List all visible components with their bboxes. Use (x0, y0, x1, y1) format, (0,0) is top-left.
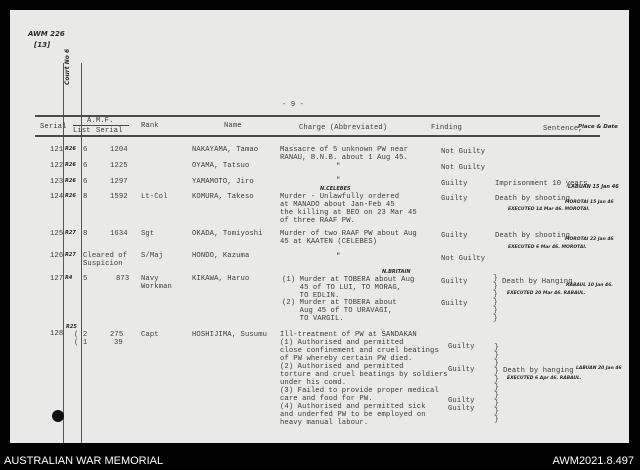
row-court: R26 (65, 162, 76, 168)
row-serial: 127 (50, 275, 64, 283)
row-charge: (4) Authorised and permitted sick (280, 403, 426, 411)
row-amf-serial: 1297 (110, 178, 128, 186)
row-sentence-hand: RABAUL 10 Jan 46. (566, 283, 614, 288)
row-name: OKADA, Tomiyoshi (192, 230, 263, 238)
row-amf-serial: 39 (114, 339, 123, 347)
row-sentence-hand: EXECUTED 14 Mar 46. MOROTAI. (508, 207, 590, 212)
row-charge: " (336, 177, 341, 185)
row-serial: 124 (50, 193, 64, 201)
row-charge: " (336, 163, 341, 171)
header-sentence: Sentence, (543, 125, 583, 133)
archive-ref-sub: [13] (34, 41, 51, 49)
row-finding: Guilty (441, 195, 468, 203)
row-charge: Murder - Unlawfully ordered (280, 193, 400, 201)
row-finding: Guilty (448, 397, 475, 405)
row-rank: Lt-Col (141, 193, 168, 201)
row-charge: " (336, 253, 341, 261)
row-charge: 45 at KAATEN (CELEBES) (280, 238, 378, 246)
row-charge: under his comd. (280, 379, 347, 387)
row-serial: 128 (50, 330, 64, 338)
row-serial: 122 (50, 162, 64, 170)
row-list: 8 (83, 230, 88, 238)
row-charge: Aug 45 of TO URAVAGI, (282, 307, 393, 315)
row-sentence-hand: EXECUTED 6 Mar 46. MOROTAI. (508, 245, 587, 250)
row-amf-serial: 873 (116, 275, 130, 283)
row-finding: Not Guilty (441, 148, 486, 156)
header-finding: Finding (431, 124, 462, 132)
row-charge: at MANADO about Jan-Feb 45 (280, 201, 395, 209)
margin-line-right (81, 63, 82, 443)
row-amf-serial: 1225 (110, 162, 128, 170)
header-rule-top (35, 115, 600, 117)
row-amf-serial: 275 (110, 331, 124, 339)
header-amf: A.M.F. (87, 117, 114, 125)
row-court: R27 (65, 252, 76, 258)
row-charge: care and food for PW. (280, 395, 373, 403)
row-sentence-hand: MOROTAI 15 Jan 46 (565, 200, 614, 205)
row-charge: Murder of two RAAF PW about Aug (280, 230, 417, 238)
row-name: YAMAMOTO, Jiro (192, 178, 254, 186)
row-serial: 123 (50, 178, 64, 186)
row-charge: of PW whereby certain PW died. (280, 355, 413, 363)
row-finding: Guilty (441, 300, 468, 308)
row-list: 5 (83, 275, 88, 283)
row-charge: close confinement and cruel beatings (280, 347, 439, 355)
row-charge: (3) Failed to provide proper medical (280, 387, 439, 395)
row-rank: S/Maj (141, 252, 164, 260)
footer-accession: AWM2021.8.497 (552, 455, 634, 467)
header-name: Name (224, 122, 242, 130)
row-finding: Guilty (441, 232, 468, 240)
row-finding: Not Guilty (441, 255, 486, 263)
row-name: HOSHIJIMA, Susumu (192, 331, 268, 339)
row-charge: (2) Authorised and permitted (280, 363, 404, 371)
row-list: Cleared of (83, 252, 128, 260)
row-court: R26 (65, 146, 76, 152)
header-sentence-hand: Place & Date (578, 124, 618, 130)
row-court: R25 (66, 324, 77, 330)
row-amf-serial: 1204 (110, 146, 128, 154)
row-charge: TO EDLIN. (282, 292, 340, 300)
row-name: OYAMA, Tatsuo (192, 162, 250, 170)
row-charge: RANAU, B.N.B. about 1 Aug 45. (280, 154, 408, 162)
row-charge-hand: N.BRITAIN (382, 269, 411, 275)
row-serial: 125 (50, 230, 64, 238)
row-charge: (1) Authorised and permitted (280, 339, 404, 347)
row-charge: Massacre of 5 unknown PW near (280, 146, 408, 154)
row-sentence-hand: LABUAN 15 Jan 46 (568, 184, 619, 190)
row-finding: Not Guilty (441, 164, 486, 172)
archive-ref: AWM 226 (28, 30, 65, 38)
footer-credit: AUSTRALIAN WAR MEMORIAL (4, 455, 164, 467)
header-rank: Rank (141, 122, 159, 130)
row-list: 6 (83, 178, 88, 186)
row-finding: Guilty (441, 180, 468, 188)
row-court: R27 (65, 230, 76, 236)
court-annotation: Court No 6 (64, 48, 71, 85)
row-sentence-hand: LABUAN 20 Jan 46 (576, 366, 622, 371)
row-list: 8 (83, 193, 88, 201)
row-name: KIKAWA, Haruo (192, 275, 250, 283)
row-charge: heavy manual labour. (280, 419, 369, 427)
row-court: R26 (65, 193, 76, 199)
row-charge: (2) Murder at TOBERA about (282, 299, 397, 307)
row-sentence-hand: MOROTAI 22 Jan 46 (565, 237, 614, 242)
row-charge: (1) Murder at TOBERA about Aug (282, 276, 415, 284)
amf-rule (73, 125, 129, 126)
row-rank: Workman (141, 283, 172, 291)
row-charge: 45 of TO LUI, TO MORAG, (282, 284, 402, 292)
row-amf-serial: 1592 (110, 193, 128, 201)
row-finding: Guilty (448, 366, 475, 374)
row-sentence: Death by shooting (495, 195, 571, 203)
header-amf-serial: Serial (96, 127, 123, 135)
row-finding: Guilty (448, 343, 475, 351)
row-sentence: Imprisonment 10 years (495, 180, 588, 188)
bracket-icon: } } } } } } (493, 274, 498, 323)
row-rank: Capt (141, 331, 159, 339)
row-finding: Guilty (441, 278, 468, 286)
header-serial: Serial (40, 123, 67, 131)
row-list: 6 (83, 146, 88, 154)
row-charge: torture and cruel beatings by soldiers (280, 371, 448, 379)
row-list: Suspicion (83, 260, 123, 268)
row-list: ( 1 (74, 339, 88, 347)
row-list: 6 (83, 162, 88, 170)
row-rank: Navy (141, 275, 159, 283)
row-sentence: Death by Hanging (502, 278, 573, 286)
row-charge-hand: N.CELEBES (320, 186, 351, 192)
row-serial: 121 (50, 146, 64, 154)
row-charge: Ill-treatment of PW at SANDAKAN (280, 331, 417, 339)
row-charge: and underfed PW to be employed on (280, 411, 426, 419)
page-number: - 9 - (282, 101, 305, 109)
row-charge: of three RAAF PW. (280, 217, 356, 225)
row-sentence-hand: EXECUTED 6 Apr 46. RABAUL. (507, 376, 582, 381)
header-charge: Charge (Abbreviated) (299, 124, 388, 132)
header-rule-bottom (35, 135, 600, 137)
row-name: KOMURA, Takeso (192, 193, 254, 201)
row-name: NAKAYAMA, Tamao (192, 146, 259, 154)
row-sentence-hand: EXECUTED 20 Mar 46. RABAUL. (507, 291, 586, 296)
bracket-icon: } } } } } } } } } } (494, 343, 499, 424)
row-court: R26 (65, 178, 76, 184)
row-name: HONDO, Kazuma (192, 252, 250, 260)
row-finding: Guilty (448, 405, 475, 413)
row-amf-serial: 1634 (110, 230, 128, 238)
row-sentence: Death by hanging (503, 367, 574, 375)
row-sentence: Death by shooting (495, 232, 571, 240)
row-list: ( 2 (74, 331, 88, 339)
row-court: R4 (65, 275, 73, 281)
row-charge: the killing at BEO on 23 Mar 45 (280, 209, 417, 217)
header-list: List (73, 127, 91, 135)
row-rank: Sgt (141, 230, 155, 238)
punch-hole (52, 410, 64, 422)
row-serial: 126 (50, 252, 64, 260)
row-charge: TO VARGIL. (282, 315, 344, 323)
document-page (10, 10, 629, 443)
